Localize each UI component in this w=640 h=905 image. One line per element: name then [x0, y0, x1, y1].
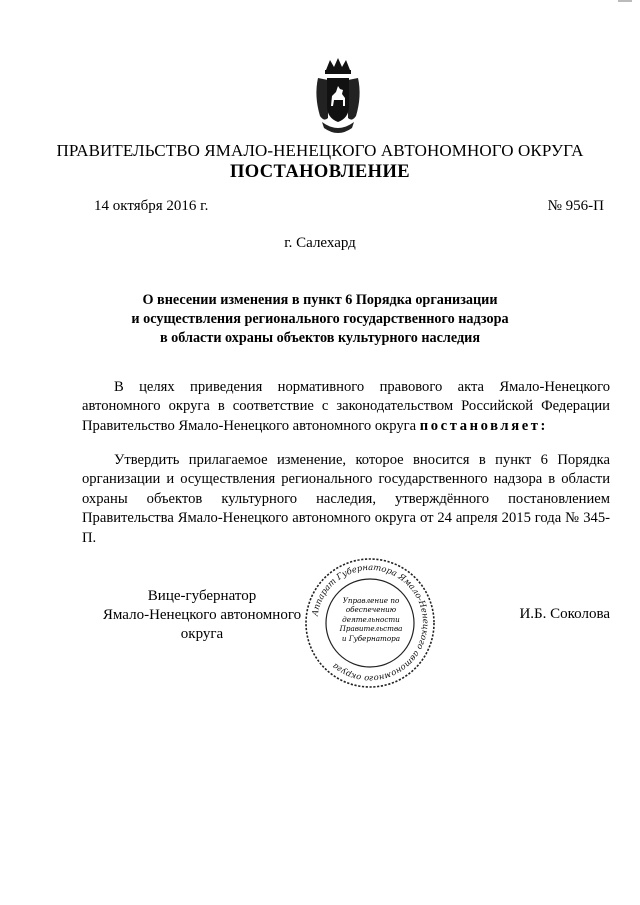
document-number: № 956-П — [547, 198, 604, 214]
position-line: Ямало-Ненецкого автономного округа — [102, 607, 302, 642]
stamp-line: деятельности — [342, 614, 400, 624]
stamp-ring-text: Аппарат Губернатора Ямало-Ненецкого автономного округа — [309, 561, 432, 685]
paragraph-preamble — [82, 378, 610, 436]
coat-of-arms-icon — [312, 56, 364, 138]
signatory-position — [82, 587, 322, 644]
title-line: в области охраны объектов культурного наследия — [159, 330, 481, 346]
stamp-line: Правительства — [339, 624, 403, 634]
stamp-line: обеспечению — [345, 605, 397, 615]
stamp-center-text — [337, 596, 405, 643]
title-line: и осуществления регионального государственного надзора — [131, 311, 509, 327]
title-line: О внесении изменения в пункт 6 Порядка организации — [142, 292, 498, 308]
document-type: ПОСТАНОВЛЕНИЕ — [229, 162, 410, 182]
stamp-line: и Губернатора — [341, 633, 401, 643]
government-name: ПРАВИТЕЛЬСТВО ЯМАЛО-НЕНЕЦКОГО АВТОНОМНОГО ОКРУГА — [56, 141, 584, 160]
resolution-text: Утвердить прилагаемое изменение, которое вносится в пункт 6 Порядка организации и осуществления регионального государственного надзора в области охраны объектов культурного наследия, утверждённого постановлением Правительства Ямало-Ненецкого автономного округа от 24 апреля 2015 года № 345-П. — [82, 452, 610, 546]
scan-mark — [618, 0, 632, 2]
resolves-word: постановляет: — [419, 417, 549, 434]
stamp-line: Управление по — [342, 596, 400, 605]
paragraph-resolution — [82, 451, 610, 548]
signatory-name: И.Б. Соколова — [519, 606, 610, 622]
document-title — [0, 291, 640, 348]
document-city: г. Салехард — [284, 235, 356, 251]
document-date: 14 октября 2016 г. — [94, 198, 209, 214]
preamble-text: В целях приведения нормативного правового акта Ямало-Ненецкого автономного округа в соответствие с законодательством Российской Федерации Правительство Ямало-Ненецкого автономного округа — [82, 379, 610, 434]
position-line: Вице-губернатор — [147, 588, 257, 604]
